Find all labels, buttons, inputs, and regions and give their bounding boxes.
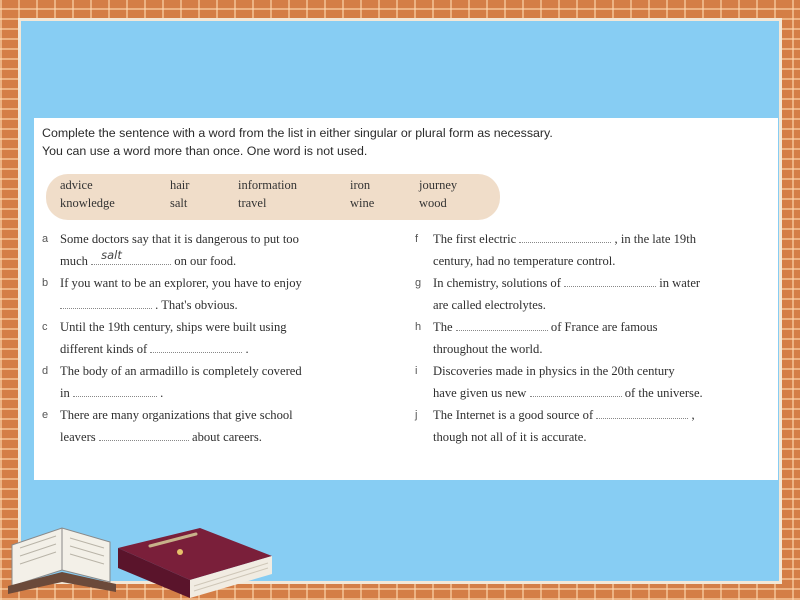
item-label: a [42,233,49,245]
text-before-blank: leavers [60,430,96,444]
word: wine [350,196,375,210]
text-after-blank: of the universe. [624,386,703,400]
word: travel [238,196,267,210]
item-text-line-1: The body of an armadillo is completely covered [60,364,302,378]
item-text-line-1: There are many organizations that give school [60,408,293,422]
word: information [238,178,298,192]
word: wood [419,196,447,210]
text-before-blank: The [433,320,453,334]
text-after-blank: . [160,386,164,400]
text-before-blank: In chemistry, solutions of [433,276,561,290]
text-before-blank: much [60,254,88,268]
text-after-blank: of France are famous [550,320,658,334]
word: iron [350,178,371,192]
instructions-line-1: Complete the sentence with a word from the list in either singular or plural form as necessary. [42,126,553,140]
word: advice [60,178,93,192]
item-label: i [415,365,418,377]
text-before-blank: The first electric [433,232,517,246]
word: journey [419,178,458,192]
text-after-blank: on our food. [174,254,237,268]
item-label: e [42,409,49,421]
instructions-line-2: You can use a word more than once. One word is not used. [42,144,368,158]
text-after-blank: . That's obvious. [155,298,238,312]
word: salt [170,196,188,210]
item-text-line-2: throughout the world. [433,342,543,356]
open-book-icon [8,528,116,594]
item-label: d [42,365,49,377]
word: knowledge [60,196,115,210]
item-label: f [415,233,419,245]
text-after-blank: , in the late 19th [614,232,697,246]
text-after-blank: about careers. [191,430,262,444]
text-before-blank: different kinds of [60,342,148,356]
item-text-line-2: are called electrolytes. [433,298,546,312]
item-label: g [415,277,422,289]
text-before-blank: The Internet is a good source of [433,408,594,422]
text-before-blank: in [60,386,70,400]
item-label: b [42,277,49,289]
closed-book-icon [118,528,272,598]
text-before-blank: have given us new [433,386,527,400]
item-text-line-2: century, had no temperature control. [433,254,616,268]
text-after-blank: , [691,408,695,422]
text-after-blank: in water [659,276,701,290]
item-text-line-1: Until the 19th century, ships were built using [60,320,287,334]
item-label: c [42,321,48,333]
handwritten-answer: salt [101,248,122,262]
text-after-blank: . [245,342,249,356]
item-label: j [415,409,418,421]
item-text-line-2: though not all of it is accurate. [433,430,587,444]
word: hair [170,178,190,192]
item-text-line-1: Discoveries made in physics in the 20th century [433,364,675,378]
item-text-line-1: If you want to be an explorer, you have to enjoy [60,276,302,290]
item-text-line-1: Some doctors say that it is dangerous to put too [60,232,299,246]
item-label: h [415,321,422,333]
